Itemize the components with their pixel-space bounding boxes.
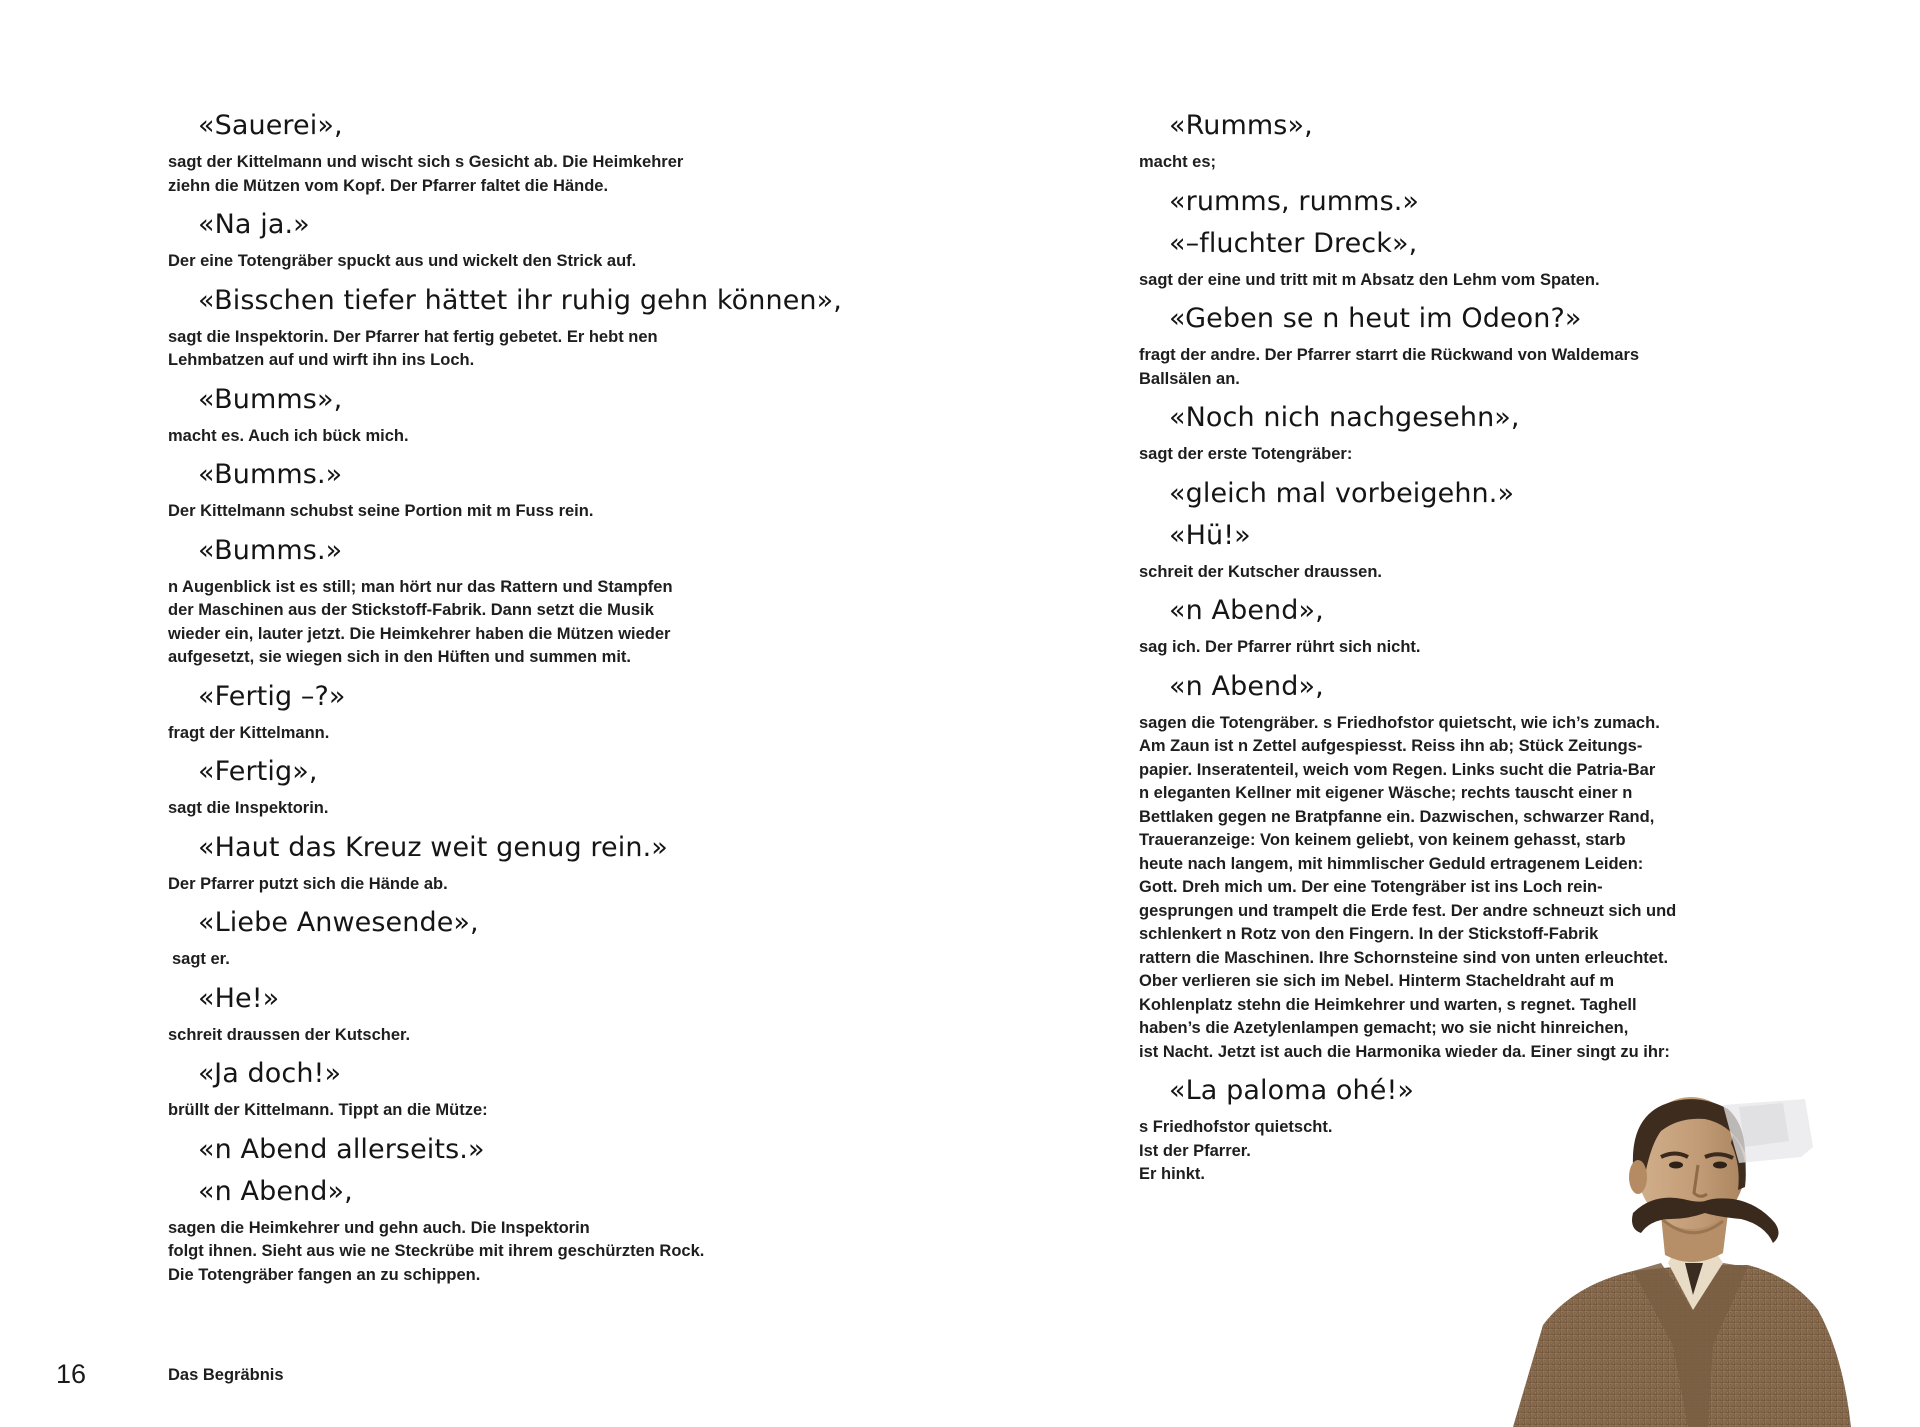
narration-paragraph bbox=[168, 151, 888, 198]
narration-line: fragt der Kittelmann. bbox=[168, 723, 330, 742]
narration-line: sagt er. bbox=[172, 950, 230, 968]
narration-line: sagen die Heimkehrer und gehn auch. Die Inspektorin bbox=[168, 1218, 590, 1237]
narration-paragraph bbox=[168, 797, 888, 821]
narration-line: ziehn die Mützen vom Kopf. Der Pfarrer faltet die Hände. bbox=[168, 176, 609, 195]
narration-line: rattern die Maschinen. Ihre Schornsteine sind von unten erleuchtet. bbox=[1139, 948, 1669, 967]
narration-paragraph bbox=[1139, 344, 1759, 391]
dialogue-line: «He!» bbox=[198, 982, 280, 1014]
right-text-column bbox=[1139, 109, 1759, 1197]
narration-line: sagt der eine und tritt mit m Absatz den Lehm vom Spaten. bbox=[1139, 270, 1600, 289]
narration-line: sagen die Totengräber. s Friedhofstor quietscht, wie ich’s zumach. bbox=[1139, 713, 1660, 732]
dialogue-line: «Rumms», bbox=[1169, 110, 1313, 141]
narration-line: sagt der Kittelmann und wischt sich s Gesicht ab. Die Heimkehrer bbox=[168, 153, 684, 171]
narration-line: Bettlaken gegen ne Bratpfanne ein. Dazwischen, schwarzer Rand, bbox=[1139, 807, 1655, 826]
dialogue-line: «Liebe Anwesende», bbox=[198, 907, 479, 938]
dialogue-line: «Geben se n heut im Odeon?» bbox=[1169, 303, 1582, 334]
portrait-photo bbox=[1483, 1095, 1883, 1427]
narration-line: sagt die Inspektorin. Der Pfarrer hat fertig gebetet. Er hebt nen bbox=[168, 327, 658, 346]
dialogue-line: «n Abend allerseits.» bbox=[198, 1133, 485, 1165]
narration-line: Lehmbatzen auf und wirft ihn ins Loch. bbox=[168, 351, 475, 369]
narration-line: Der eine Totengräber spuckt aus und wickelt den Strick auf. bbox=[168, 252, 637, 270]
narration-paragraph bbox=[168, 250, 888, 274]
dialogue-line: «n Abend», bbox=[198, 1175, 353, 1207]
dialogue-line: «Fertig», bbox=[198, 756, 318, 787]
right-page bbox=[960, 0, 1920, 1427]
dialogue-line: «Hü!» bbox=[1169, 519, 1251, 551]
narration-paragraph bbox=[168, 722, 888, 746]
narration-paragraph bbox=[168, 1217, 888, 1288]
narration-line: Ober verlieren sie sich im Nebel. Hinterm Stacheldraht auf m bbox=[1139, 972, 1614, 990]
narration-line: sagt die Inspektorin. bbox=[168, 799, 329, 817]
narration-line: sag ich. Der Pfarrer rührt sich nicht. bbox=[1139, 638, 1421, 656]
narration-line: haben’s die Azetylenlampen gemacht; wo sie nicht hinreichen, bbox=[1139, 1019, 1629, 1037]
narration-paragraph bbox=[1139, 636, 1759, 660]
dialogue-line: «Noch nich nachgesehn», bbox=[1169, 402, 1520, 433]
narration-line: s Friedhofstor quietscht. bbox=[1139, 1118, 1333, 1136]
dialogue-line: «Bumms.» bbox=[198, 459, 343, 490]
narration-paragraph bbox=[1139, 443, 1759, 467]
dialogue-line: «gleich mal vorbeigehn.» bbox=[1169, 477, 1515, 509]
page-number: 16 bbox=[56, 1359, 87, 1389]
narration-paragraph bbox=[168, 873, 888, 897]
narration-paragraph bbox=[1139, 712, 1759, 1065]
dialogue-line: «Bumms», bbox=[198, 383, 343, 415]
narration-line: schreit der Kutscher draussen. bbox=[1139, 562, 1383, 581]
narration-paragraph bbox=[168, 948, 888, 972]
narration-paragraph bbox=[168, 1024, 888, 1048]
narration-line: macht es; bbox=[1139, 153, 1217, 171]
narration-line: folgt ihnen. Sieht aus wie ne Steckrübe mit ihrem geschürzten Rock. bbox=[168, 1242, 705, 1260]
narration-line: Gott. Dreh mich um. Der eine Totengräber ist ins Loch rein- bbox=[1139, 878, 1603, 896]
narration-paragraph bbox=[168, 500, 888, 524]
narration-line: wieder ein, lauter jetzt. Die Heimkehrer haben die Mützen wieder bbox=[168, 624, 671, 643]
narration-line: der Maschinen aus der Stickstoff-Fabrik. Dann setzt die Musik bbox=[168, 601, 654, 619]
narration-line: Der Kittelmann schubst seine Portion mit m Fuss rein. bbox=[168, 502, 594, 520]
narration-line: Kohlenplatz stehn die Heimkehrer und warten, s regnet. Taghell bbox=[1139, 995, 1637, 1014]
narration-paragraph bbox=[168, 1099, 888, 1123]
dialogue-line: «Bisschen tiefer hättet ihr ruhig gehn können», bbox=[198, 284, 842, 316]
narration-line: Die Totengräber fangen an zu schippen. bbox=[168, 1265, 481, 1284]
narration-line: Der Pfarrer putzt sich die Hände ab. bbox=[168, 874, 448, 893]
narration-line: Am Zaun ist n Zettel aufgespiesst. Reiss ihn ab; Stück Zeitungs- bbox=[1139, 737, 1643, 755]
dialogue-line: «n Abend», bbox=[1169, 595, 1324, 626]
narration-line: gesprungen und trampelt die Erde fest. Der andre schneuzt sich und bbox=[1139, 901, 1677, 920]
dialogue-line: «n Abend», bbox=[1169, 670, 1324, 702]
narration-paragraph bbox=[168, 326, 888, 373]
dialogue-line: «Ja doch!» bbox=[198, 1058, 342, 1089]
dialogue-line: «–fluchter Dreck», bbox=[1169, 227, 1418, 259]
narration-line: Traueranzeige: Von keinem geliebt, von keinem gehasst, starb bbox=[1139, 831, 1626, 849]
narration-paragraph bbox=[1139, 561, 1759, 585]
narration-line: sagt der erste Totengräber: bbox=[1139, 445, 1353, 463]
dialogue-line: «Haut das Kreuz weit genug rein.» bbox=[198, 831, 668, 863]
narration-paragraph bbox=[168, 425, 888, 449]
narration-line: macht es. Auch ich bück mich. bbox=[168, 426, 409, 445]
narration-line: fragt der andre. Der Pfarrer starrt die Rückwand von Waldemars bbox=[1139, 346, 1640, 364]
narration-line: Ballsälen an. bbox=[1139, 369, 1240, 388]
narration-line: n Augenblick ist es still; man hört nur das Rattern und Stampfen bbox=[168, 577, 673, 596]
dialogue-line: «rumms, rumms.» bbox=[1169, 185, 1420, 217]
left-text-column bbox=[168, 109, 888, 1297]
narration-line: Ist der Pfarrer. bbox=[1139, 1141, 1251, 1160]
narration-line: schreit draussen der Kutscher. bbox=[168, 1025, 411, 1044]
dialogue-line: «Na ja.» bbox=[198, 209, 310, 240]
narration-line: schlenkert n Rotz von den Fingern. In der Stickstoff-Fabrik bbox=[1139, 925, 1599, 943]
dialogue-line: «Sauerei», bbox=[198, 110, 343, 141]
narration-line: n eleganten Kellner mit eigener Wäsche; rechts tauscht einer n bbox=[1139, 784, 1633, 802]
dialogue-line: «Bumms.» bbox=[198, 534, 343, 566]
narration-line: Er hinkt. bbox=[1139, 1165, 1206, 1183]
narration-line: brüllt der Kittelmann. Tippt an die Mütze: bbox=[168, 1101, 488, 1119]
narration-paragraph bbox=[168, 576, 888, 670]
narration-line: aufgesetzt, sie wiegen sich in den Hüften und summen mit. bbox=[168, 648, 631, 666]
narration-paragraph bbox=[1139, 269, 1759, 293]
dialogue-line: «Fertig –?» bbox=[198, 680, 346, 712]
running-title: Das Begräbnis bbox=[168, 1366, 284, 1384]
narration-line: ist Nacht. Jetzt ist auch die Harmonika wieder da. Einer singt zu ihr: bbox=[1139, 1042, 1670, 1061]
dialogue-line: «La paloma ohé!» bbox=[1169, 1075, 1415, 1106]
narration-line: heute nach langem, mit himmlischer Geduld ertragenem Leiden: bbox=[1139, 854, 1644, 873]
narration-line: papier. Inseratenteil, weich vom Regen. Links sucht die Patria-Bar bbox=[1139, 760, 1656, 779]
narration-paragraph bbox=[1139, 151, 1759, 175]
